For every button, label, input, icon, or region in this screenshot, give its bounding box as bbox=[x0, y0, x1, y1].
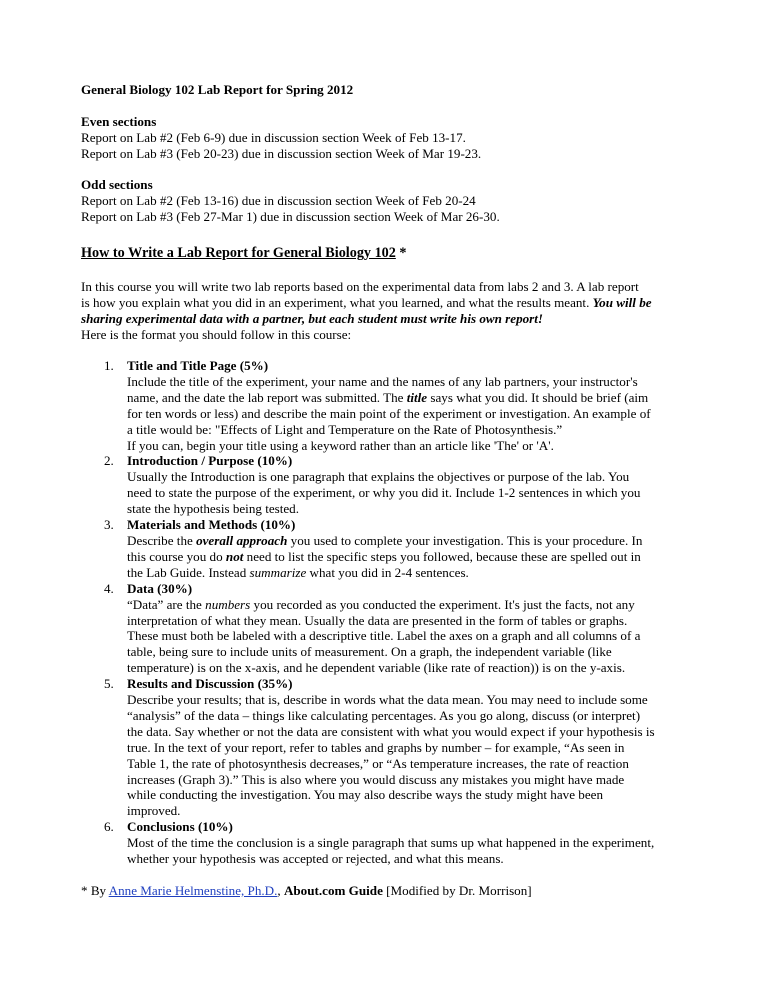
intro-line-2: is how you explain what you did in an experiment, what you learned, and what the results meant. You will be bbox=[81, 294, 652, 310]
list-item: 6. Conclusions (10%) Most of the time the conclusion is a single paragraph that sums up what happened in the experiment, whether your hypothesis was accepted or rejected, and what this means. bbox=[81, 819, 721, 867]
guide-label: About.com Guide bbox=[283, 883, 383, 898]
item-number: 4. bbox=[104, 580, 114, 596]
item-title: Introduction / Purpose (10%) bbox=[127, 453, 293, 469]
format-list bbox=[81, 358, 721, 867]
list-item: 3. Materials and Methods (10%) Describe the overall approach you used to complete your investigation. This is your procedure. In this course you do not need to list the specific steps you followed, because these are spelled out in the Lab Guide. Instead summarize what you did in 2-4 sentences. bbox=[81, 517, 721, 581]
item-number: 2. bbox=[104, 453, 114, 469]
intro-line-1: In this course you will write two lab reports based on the experimental data from labs 2 and 3. A lab report bbox=[81, 279, 639, 294]
footnote: * By Anne Marie Helmenstine, Ph.D., About.com Guide [Modified by Dr. Morrison] bbox=[81, 883, 532, 898]
item-title: Materials and Methods (10%) bbox=[127, 517, 296, 533]
odd-line-1: Report on Lab #2 (Feb 13-16) due in discussion section Week of Feb 20-24 bbox=[81, 192, 476, 208]
doc-title: General Biology 102 Lab Report for Spring 2012 bbox=[81, 82, 354, 97]
even-sections-heading: Even sections bbox=[81, 114, 157, 129]
item-title: Title and Title Page (5%) bbox=[127, 358, 269, 373]
howto-star: * bbox=[395, 245, 407, 261]
item-number: 1. bbox=[104, 358, 114, 373]
howto-heading bbox=[81, 245, 701, 262]
item-title: Conclusions (10%) bbox=[127, 819, 233, 835]
intro-line-4: Here is the format you should follow in this course: bbox=[81, 326, 352, 342]
odd-sections-heading: Odd sections bbox=[81, 177, 153, 192]
list-item: 4. Data (30%) “Data” are the numbers you recorded as you conducted the experiment. It's just the facts, not any interpretation of what they mean. Usually the data are presented in the form of tables or graphs. These must both be labeled with a descriptive title. Label the axes on a graph and all columns of a table, being sure to include units of measurement. On a graph, the independent variable (like temperature) is on the x-axis, and he dependent variable (like rate of reaction)) is on the y-axis. bbox=[81, 581, 721, 676]
modified-note: [Modified by Dr. Morrison] bbox=[382, 883, 532, 898]
intro-paragraph bbox=[81, 279, 701, 343]
list-item: 2. Introduction / Purpose (10%) Usually the Introduction is one paragraph that explains the objectives or purpose of the lab. You need to state the purpose of the experiment, or why you did it. Include 1-2 sentences in which you state the hypothesis being tested. bbox=[81, 453, 721, 517]
item-title: Data (30%) bbox=[127, 580, 193, 596]
odd-line-2: Report on Lab #3 (Feb 27-Mar 1) due in discussion section Week of Mar 26-30. bbox=[81, 208, 500, 224]
even-line-2: Report on Lab #3 (Feb 20-23) due in discussion section Week of Mar 19-23. bbox=[81, 145, 482, 161]
author-link[interactable]: Anne Marie Helmenstine, Ph.D. bbox=[108, 883, 278, 898]
item-title: Results and Discussion (35%) bbox=[127, 676, 293, 692]
even-line-1: Report on Lab #2 (Feb 6-9) due in discussion section Week of Feb 13-17. bbox=[81, 129, 466, 145]
item-number: 5. bbox=[104, 676, 114, 692]
list-item: 5. Results and Discussion (35%) Describe your results; that is, describe in words what the data mean. You may need to include some “analysis” of the data – things like calculating percentages. As you go along, discuss (or interpret) the data. Say whether or not the data are consistent with what you would expect if your hypothesis is true. In the text of your report, refer to tables and graphs by number – for example, “As seen in Table 1, the rate of photosynthesis decreases,” or “As temperature increases, the rate of reaction increases (Graph 3).” This is also where you would discuss any mistakes you might have made while conducting the investigation. You may also describe ways the study might have been improved. bbox=[81, 676, 721, 819]
item-number: 3. bbox=[104, 517, 114, 533]
even-sections bbox=[81, 114, 701, 162]
howto-heading-text: How to Write a Lab Report for General Biology 102 bbox=[81, 245, 396, 261]
item-number: 6. bbox=[104, 819, 114, 835]
list-item: 1. Title and Title Page (5%) Include the title of the experiment, your name and the names of any lab partners, your instructor's name, and the date the lab report was submitted. The title says what you did. It should be brief (aim for ten words or less) and describe the main point of the experiment or investigation. An example of a title would be: "Effects of Light and Temperature on the Rate of Photosynthesis.” If you can, begin your title using a keyword rather than an article like 'The' or 'A'. bbox=[81, 358, 721, 453]
footnote-prefix: * By bbox=[81, 883, 109, 898]
odd-sections bbox=[81, 177, 701, 225]
intro-line-3: sharing experimental data with a partner, but each student must write his own report! bbox=[81, 310, 544, 326]
